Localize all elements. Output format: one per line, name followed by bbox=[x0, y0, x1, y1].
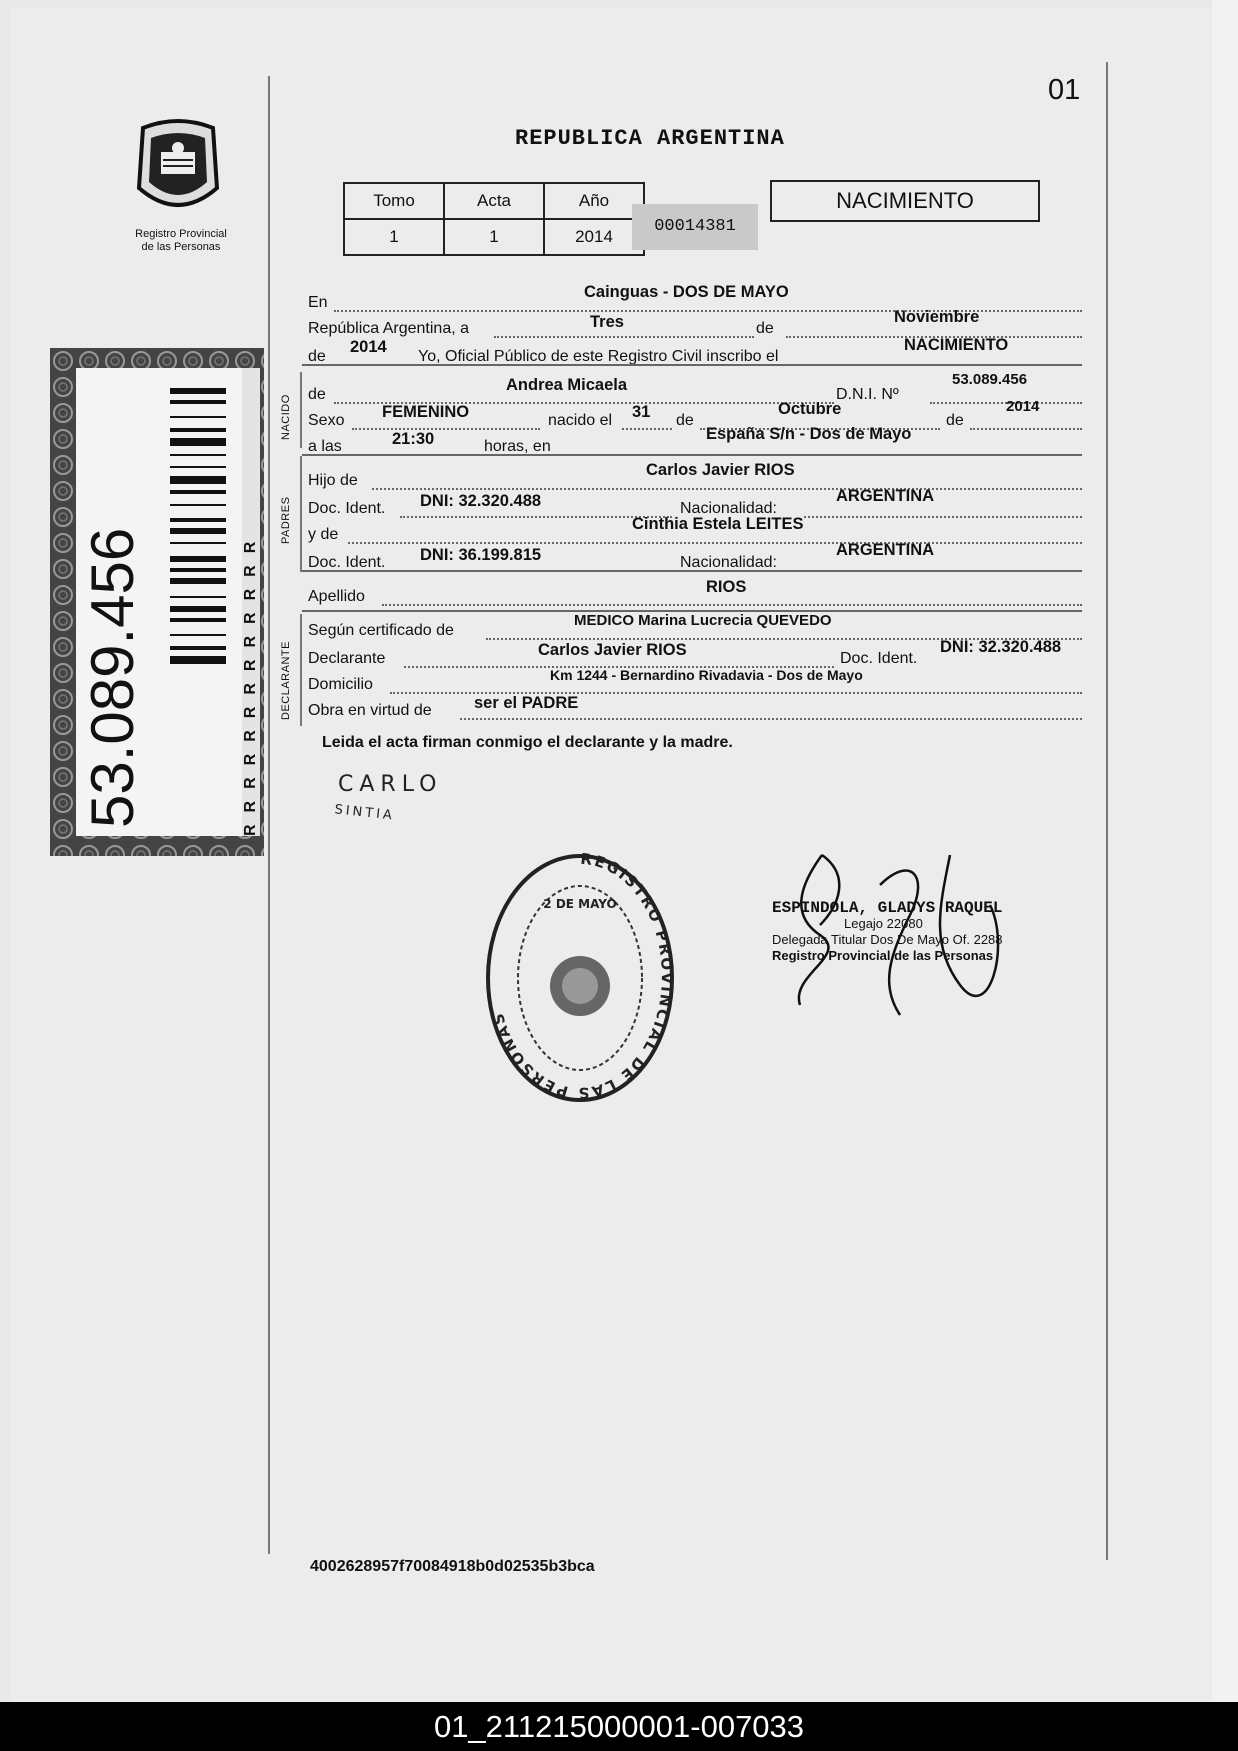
separator bbox=[302, 364, 1082, 366]
label-de: de bbox=[756, 320, 774, 337]
label-y-de: y de bbox=[308, 526, 339, 543]
value-dni: 53.089.456 bbox=[952, 371, 1028, 388]
label-segun-certificado: Según certificado de bbox=[308, 622, 454, 639]
barcode-number: 53.089.456 bbox=[79, 527, 146, 828]
declarante-bracket bbox=[300, 614, 302, 726]
registry-label-line1: Registro Provincial bbox=[135, 228, 227, 240]
barcode-marker: R bbox=[242, 647, 259, 672]
nacido-bracket bbox=[300, 372, 302, 448]
label-sexo: Sexo bbox=[308, 412, 345, 429]
value-mes-nac: Octubre bbox=[778, 400, 842, 418]
official-cargo: Delegada Titular Dos De Mayo Of. 2288 bbox=[772, 932, 1003, 947]
value-anio-inscripcion: 2014 bbox=[350, 338, 387, 356]
label-republica: República Argentina, a bbox=[308, 320, 469, 337]
oval-stamp-outer-text: REGISTRO PROVINCIAL DE LAS PERSONAS bbox=[488, 849, 677, 1103]
separator bbox=[302, 570, 1082, 572]
stamp-number: 00014381 bbox=[632, 204, 758, 250]
document-title: REPUBLICA ARGENTINA bbox=[515, 126, 785, 151]
label-de: de bbox=[308, 386, 326, 403]
province-seal-icon bbox=[133, 118, 223, 220]
barcode-marker: R bbox=[242, 788, 259, 813]
document-hash: 4002628957f70084918b0d02535b3bca bbox=[310, 1558, 595, 1575]
barcode-marker: R bbox=[242, 694, 259, 719]
official-name: ESPINDOLA, GLADYS RAQUEL bbox=[772, 899, 1003, 917]
anio-value: 2014 bbox=[544, 219, 644, 255]
label-domicilio: Domicilio bbox=[308, 676, 373, 693]
label-apellido: Apellido bbox=[308, 588, 365, 605]
padres-bracket bbox=[300, 456, 302, 572]
barcode-label bbox=[50, 348, 264, 856]
label-declarante: Declarante bbox=[308, 650, 386, 667]
registry-label-line2: de las Personas bbox=[141, 241, 221, 253]
section-label-padres: PADRES bbox=[280, 496, 292, 544]
dotted-line bbox=[352, 428, 540, 430]
value-certificado: MEDICO Marina Lucrecia QUEVEDO bbox=[574, 612, 832, 629]
value-tipo: NACIMIENTO bbox=[904, 336, 1009, 354]
value-padre-doc: DNI: 32.320.488 bbox=[420, 492, 542, 510]
value-lugar-nac: España S/n - Dos de Mayo bbox=[706, 425, 912, 443]
section-label-nacido: NACIDO bbox=[280, 394, 292, 440]
barcode-marker: R bbox=[242, 553, 259, 577]
value-dia-nac: 31 bbox=[632, 403, 651, 421]
barcode-marker: R bbox=[242, 623, 259, 648]
parent-signatures bbox=[330, 765, 460, 835]
oval-stamp-inner-text: 2 DE MAYO bbox=[543, 897, 617, 911]
dotted-line bbox=[494, 336, 754, 338]
file-id-bar: 01_211215000001-007033 bbox=[0, 1702, 1238, 1751]
barcode-marker: R bbox=[242, 671, 259, 695]
label-doc-ident: Doc. Ident. bbox=[308, 554, 386, 571]
value-apellido: RIOS bbox=[706, 578, 747, 596]
father-signature: CARLO bbox=[338, 772, 443, 797]
right-margin-line bbox=[1106, 62, 1108, 1560]
barcode-marker: R bbox=[242, 741, 259, 766]
dotted-line bbox=[622, 428, 672, 430]
barcode-markers bbox=[242, 530, 260, 836]
value-madre-nac: ARGENTINA bbox=[836, 541, 935, 559]
adjacent-page-edge bbox=[1212, 0, 1238, 1702]
dotted-line bbox=[348, 542, 1082, 544]
label-de: de bbox=[308, 348, 326, 365]
section-label-declarante: DECLARANTE bbox=[280, 641, 292, 720]
value-declarante-doc: DNI: 32.320.488 bbox=[940, 638, 1062, 656]
label-doc-ident: Doc. Ident. bbox=[840, 650, 918, 667]
value-madre-doc: DNI: 36.199.815 bbox=[420, 546, 542, 564]
acta-type-box: NACIMIENTO bbox=[770, 180, 1040, 222]
acta-header: Acta bbox=[444, 183, 544, 219]
label-nacido-el: nacido el bbox=[548, 412, 613, 429]
tomo-value: 1 bbox=[344, 219, 444, 255]
label-de-yo: Yo, Oficial Público de este Registro Civil inscribo el bbox=[418, 348, 779, 365]
label-doc-ident: Doc. Ident. bbox=[308, 500, 386, 517]
label-en: En bbox=[308, 294, 328, 311]
label-dni: D.N.I. Nº bbox=[836, 386, 899, 403]
barcode-marker: R bbox=[242, 765, 259, 789]
label-nacionalidad: Nacionalidad: bbox=[680, 500, 777, 517]
barcode-marker: R bbox=[242, 600, 259, 624]
value-sexo: FEMENINO bbox=[382, 403, 470, 421]
dotted-line bbox=[970, 428, 1082, 430]
label-de: de bbox=[676, 412, 694, 429]
separator bbox=[302, 454, 1082, 456]
value-lugar: Cainguas - DOS DE MAYO bbox=[584, 283, 789, 301]
left-margin-line bbox=[268, 76, 270, 1554]
value-nombre: Andrea Micaela bbox=[506, 376, 628, 394]
value-mes-inscripcion: Noviembre bbox=[894, 308, 980, 326]
value-dia-inscripcion: Tres bbox=[590, 313, 624, 331]
label-a-las: a las bbox=[308, 438, 342, 455]
label-horas-en: horas, en bbox=[484, 438, 551, 455]
value-anio-nac: 2014 bbox=[1006, 398, 1040, 415]
anio-header: Año bbox=[544, 183, 644, 219]
mother-signature: SINTIA bbox=[333, 802, 396, 824]
label-obra-en-virtud: Obra en virtud de bbox=[308, 702, 432, 719]
value-declarante: Carlos Javier RIOS bbox=[538, 641, 687, 659]
label-nacionalidad: Nacionalidad: bbox=[680, 554, 777, 571]
barcode-marker: R bbox=[242, 529, 259, 554]
dotted-line bbox=[372, 488, 1082, 490]
dotted-line bbox=[804, 516, 1082, 518]
value-padre: Carlos Javier RIOS bbox=[646, 461, 795, 479]
label-hijo-de: Hijo de bbox=[308, 472, 358, 489]
value-obra: ser el PADRE bbox=[474, 694, 579, 712]
dotted-line bbox=[382, 604, 1082, 606]
label-de: de bbox=[946, 412, 964, 429]
official-registro: Registro Provincial de las Personas bbox=[772, 948, 994, 963]
value-madre: Cinthia Estela LEITES bbox=[632, 515, 804, 533]
record-table bbox=[343, 182, 645, 256]
dotted-line bbox=[460, 718, 1082, 720]
barcode-marker: R bbox=[242, 718, 259, 742]
registry-oval-stamp bbox=[480, 848, 680, 1108]
value-hora: 21:30 bbox=[392, 430, 435, 448]
acta-value: 1 bbox=[444, 219, 544, 255]
barcode-marker: R bbox=[242, 576, 259, 601]
registry-label bbox=[112, 228, 250, 254]
value-domicilio: Km 1244 - Bernardino Rivadavia - Dos de Mayo bbox=[550, 667, 863, 683]
barcode-marker: R bbox=[242, 812, 259, 836]
closing-statement: Leida el acta firman conmigo el declarante y la madre. bbox=[322, 734, 733, 751]
tomo-header: Tomo bbox=[344, 183, 444, 219]
official-legajo: Legajo 22080 bbox=[844, 916, 923, 931]
official-stamp bbox=[772, 900, 1003, 964]
sheet-number: 01 bbox=[1048, 74, 1081, 106]
value-padre-nac: ARGENTINA bbox=[836, 487, 935, 505]
